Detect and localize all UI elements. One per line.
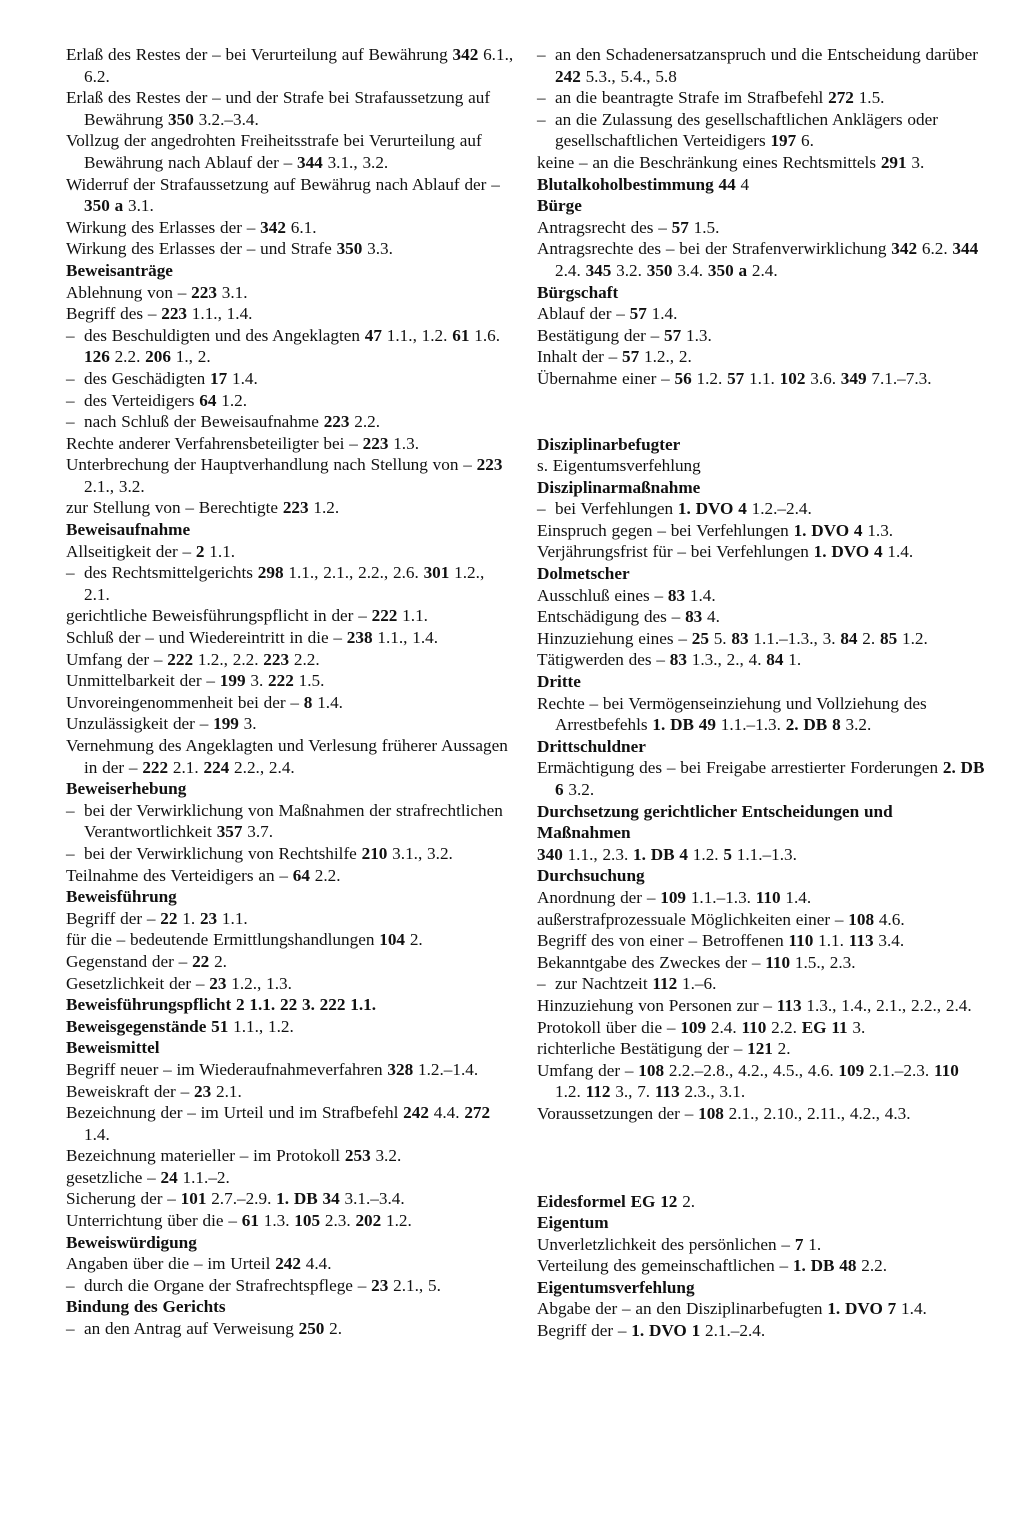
index-subentry: – zur Nachtzeit 112 1.–6. [537, 974, 717, 994]
index-entry: Ermächtigung des – bei Freigabe arrestierter Forderungen 2. DB 6 3.2. [537, 758, 985, 799]
index-heading: Beweisführung [66, 887, 177, 907]
index-entry: Tätigwerden des – 83 1.3., 2., 4. 84 1. [537, 650, 802, 670]
index-entry: Übernahme einer – 56 1.2. 57 1.1. 102 3.6. 349 7.1.–7.3. [537, 368, 932, 388]
index-entry: Unterrichtung über die – 61 1.3. 105 2.3. 202 1.2. [66, 1211, 412, 1231]
index-heading: Beweismittel [66, 1038, 160, 1058]
index-subentry: – des Rechtsmittelgerichts 298 1.1., 2.1., 2.2., 2.6. 301 1.2., 2.1. [66, 563, 485, 604]
index-entry: Widerruf der Strafaussetzung auf Bewährug nach Ablauf der – 350 a 3.1. [66, 174, 500, 216]
index-entry: Vernehmung des Angeklagten und Verlesung früherer Aussagen in der – 222 2.1. 224 2.2., 2.4. [66, 736, 508, 777]
index-subentry: – an den Antrag auf Verweisung 250 2. [66, 1319, 343, 1339]
index-entry: Unvoreingenommenheit bei der – 8 1.4. [66, 692, 343, 712]
index-subentry: – bei der Verwirklichung von Rechtshilfe 210 3.1., 3.2. [66, 843, 453, 863]
index-entry: Voraussetzungen der – 108 2.1., 2.10., 2.11., 4.2., 4.3. [537, 1103, 911, 1123]
index-heading: Dolmetscher [537, 564, 630, 584]
index-entry: außerstrafprozessuale Möglichkeiten einer – 108 4.6. [537, 909, 905, 929]
index-entry: Gesetzlichkeit der – 23 1.2., 1.3. [66, 973, 292, 993]
index-entry: Entschädigung des – 83 4. [537, 607, 720, 627]
index-entry: Rechte anderer Verfahrensbeteiligter bei – 223 1.3. [66, 433, 419, 453]
index-heading: Beweisaufnahme [66, 520, 191, 540]
spacer [537, 390, 985, 434]
index-entry: Ablauf der – 57 1.4. [537, 304, 678, 324]
index-heading: Beweiserhebung [66, 779, 187, 799]
index-entry: Erlaß des Restes der – bei Verurteilung auf Bewährung 342 6.1., 6.2. [66, 45, 514, 86]
index-entry: Bekanntgabe des Zweckes der – 110 1.5., 2.3. [537, 952, 856, 972]
index-entry: Anordnung der – 109 1.1.–1.3. 110 1.4. [537, 887, 812, 907]
index-entry: Begriff der – 22 1. 23 1.1. [66, 908, 248, 928]
index-entry: Vollzug der angedrohten Freiheitsstrafe bei Verurteilung auf Bewährung nach Ablauf der – 344 3.1., 3.2. [66, 131, 482, 172]
index-entry: Abgabe der – an den Disziplinarbefugten 1. DVO 7 1.4. [537, 1299, 927, 1319]
index-heading: Beweisanträge [66, 260, 173, 280]
index-entry: richterliche Bestätigung der – 121 2. [537, 1039, 791, 1059]
index-heading: Durchsuchung [537, 866, 645, 886]
index-heading: Eidesformel EG 12 2. [537, 1191, 696, 1211]
index-entry: Wirkung des Erlasses der – und Strafe 350 3.3. [66, 239, 393, 259]
index-subentry: – durch die Organe der Strafrechtspflege – 23 2.1., 5. [66, 1275, 441, 1295]
index-subentry: – nach Schluß der Beweisaufnahme 223 2.2. [66, 412, 381, 432]
index-heading: Blutalkoholbestimmung 44 4 [537, 174, 750, 194]
right-index-column [537, 44, 985, 1342]
index-entry: Begriff der – 1. DVO 1 2.1.–2.4. [537, 1321, 766, 1341]
index-entry: Beweiskraft der – 23 2.1. [66, 1081, 242, 1101]
index-entry: Angaben über die – im Urteil 242 4.4. [66, 1254, 332, 1274]
spacer [537, 1125, 985, 1169]
index-entry: Ablehnung von – 223 3.1. [66, 282, 248, 302]
index-entry: Unverletzlichkeit des persönlichen – 7 1. [537, 1234, 822, 1254]
index-subentry: – an die Zulassung des gesellschaftlichen Anklägers oder gesellschaftlichen Verteidigers 197 6. [537, 109, 938, 151]
index-entry: 340 1.1., 2.3. 1. DB 4 1.2. 5 1.1.–1.3. [537, 844, 797, 864]
index-entry: Hinzuziehung eines – 25 5. 83 1.1.–1.3., 3. 84 2. 85 1.2. [537, 628, 928, 648]
index-entry: s. Eigentumsverfehlung [537, 456, 701, 476]
index-heading: Bürge [537, 196, 582, 216]
index-entry: Umfang der – 108 2.2.–2.8., 4.2., 4.5., 4.6. 109 2.1.–2.3. 110 1.2. 112 3., 7. 113 2.3., 3.1. [537, 1060, 959, 1102]
index-entry: Inhalt der – 57 1.2., 2. [537, 347, 692, 367]
index-entry: Verjährungsfrist für – bei Verfehlungen 1. DVO 4 1.4. [537, 542, 914, 562]
spacer [537, 1169, 985, 1191]
index-entry: Einspruch gegen – bei Verfehlungen 1. DVO 4 1.3. [537, 520, 894, 540]
index-heading: Bürgschaft [537, 282, 619, 302]
index-entry: Sicherung der – 101 2.7.–2.9. 1. DB 34 3.1.–3.4. [66, 1189, 405, 1209]
index-entry: Gegenstand der – 22 2. [66, 951, 227, 971]
index-subentry: – des Verteidigers 64 1.2. [66, 390, 248, 410]
index-heading: Drittschuldner [537, 736, 646, 756]
index-entry: gerichtliche Beweisführungspflicht in der – 222 1.1. [66, 606, 428, 626]
index-subentry: – an die beantragte Strafe im Strafbefehl 272 1.5. [537, 88, 885, 108]
index-heading: Beweisführungspflicht 2 1.1. 22 3. 222 1.1. [66, 995, 377, 1015]
index-heading: Eigentumsverfehlung [537, 1277, 695, 1297]
index-entry: gesetzliche – 24 1.1.–2. [66, 1167, 230, 1187]
index-entry: Allseitigkeit der – 2 1.1. [66, 541, 236, 561]
index-entry: Antragsrechte des – bei der Strafenverwirklichung 342 6.2. 344 2.4. 345 3.2. 350 3.4. 350 a 2.4. [537, 239, 979, 280]
index-heading: Beweisgegenstände 51 1.1., 1.2. [66, 1016, 294, 1036]
index-heading: Eigentum [537, 1213, 609, 1233]
index-entry: für die – bedeutende Ermittlungshandlungen 104 2. [66, 930, 423, 950]
index-entry: zur Stellung von – Berechtigte 223 1.2. [66, 498, 340, 518]
index-entry: Teilnahme des Verteidigers an – 64 2.2. [66, 865, 341, 885]
index-subentry: – an den Schadenersatzanspruch und die Entscheidung darüber 242 5.3., 5.4., 5.8 [537, 45, 978, 86]
index-heading: Bindung des Gerichts [66, 1297, 226, 1317]
index-subentry: – bei der Verwirklichung von Maßnahmen der strafrechtlichen Verantwortlichkeit 357 3.7. [66, 800, 503, 842]
index-subentry: – des Beschuldigten und des Angeklagten 47 1.1., 1.2. 61 1.6. 126 2.2. 206 1., 2. [66, 325, 500, 367]
index-entry: Erlaß des Restes der – und der Strafe bei Strafaussetzung auf Bewährung 350 3.2.–3.4. [66, 88, 491, 129]
index-entry: Begriff neuer – im Wiederaufnahmeverfahren 328 1.2.–1.4. [66, 1059, 479, 1079]
index-entry: Protokoll über die – 109 2.4. 110 2.2. EG 11 3. [537, 1017, 866, 1037]
index-subentry: – des Geschädigten 17 1.4. [66, 368, 258, 388]
index-entry: Unmittelbarkeit der – 199 3. 222 1.5. [66, 671, 325, 691]
index-entry: Antragsrecht des – 57 1.5. [537, 217, 720, 237]
index-subentry: – bei Verfehlungen 1. DVO 4 1.2.–2.4. [537, 499, 812, 519]
index-entry: Umfang der – 222 1.2., 2.2. 223 2.2. [66, 649, 320, 669]
index-entry: Begriff des von einer – Betroffenen 110 1.1. 113 3.4. [537, 931, 905, 951]
index-heading: Disziplinarmaßnahme [537, 477, 701, 497]
index-heading: Dritte [537, 672, 581, 692]
index-entry: Unterbrechung der Hauptverhandlung nach Stellung von – 223 2.1., 3.2. [66, 455, 503, 496]
index-entry: Unzulässigkeit der – 199 3. [66, 714, 257, 734]
index-heading: Durchsetzung gerichtlicher Entscheidungen und Maßnahmen [537, 801, 893, 843]
index-entry: Begriff des – 223 1.1., 1.4. [66, 304, 253, 324]
index-entry: Verteilung des gemeinschaftlichen – 1. DB 48 2.2. [537, 1256, 888, 1276]
index-heading: Disziplinarbefugter [537, 434, 681, 454]
index-entry: Bestätigung der – 57 1.3. [537, 325, 712, 345]
index-entry: Hinzuziehung von Personen zur – 113 1.3., 1.4., 2.1., 2.2., 2.4. [537, 995, 972, 1015]
index-entry: keine – an die Beschränkung eines Rechtsmittels 291 3. [537, 152, 925, 172]
index-entry: Bezeichnung der – im Urteil und im Strafbefehl 242 4.4. 272 1.4. [66, 1103, 491, 1144]
left-index-column [66, 44, 514, 1340]
index-entry: Ausschluß eines – 83 1.4. [537, 585, 716, 605]
index-entry: Rechte – bei Vermögenseinziehung und Vollziehung des Arrestbefehls 1. DB 49 1.1.–1.3. 2. DB 8 3.2. [537, 693, 927, 735]
index-entry: Bezeichnung materieller – im Protokoll 253 3.2. [66, 1146, 402, 1166]
index-entry: Schluß der – und Wiedereintritt in die – 238 1.1., 1.4. [66, 628, 439, 648]
index-entry: Wirkung des Erlasses der – 342 6.1. [66, 217, 317, 237]
index-heading: Beweiswürdigung [66, 1232, 197, 1252]
